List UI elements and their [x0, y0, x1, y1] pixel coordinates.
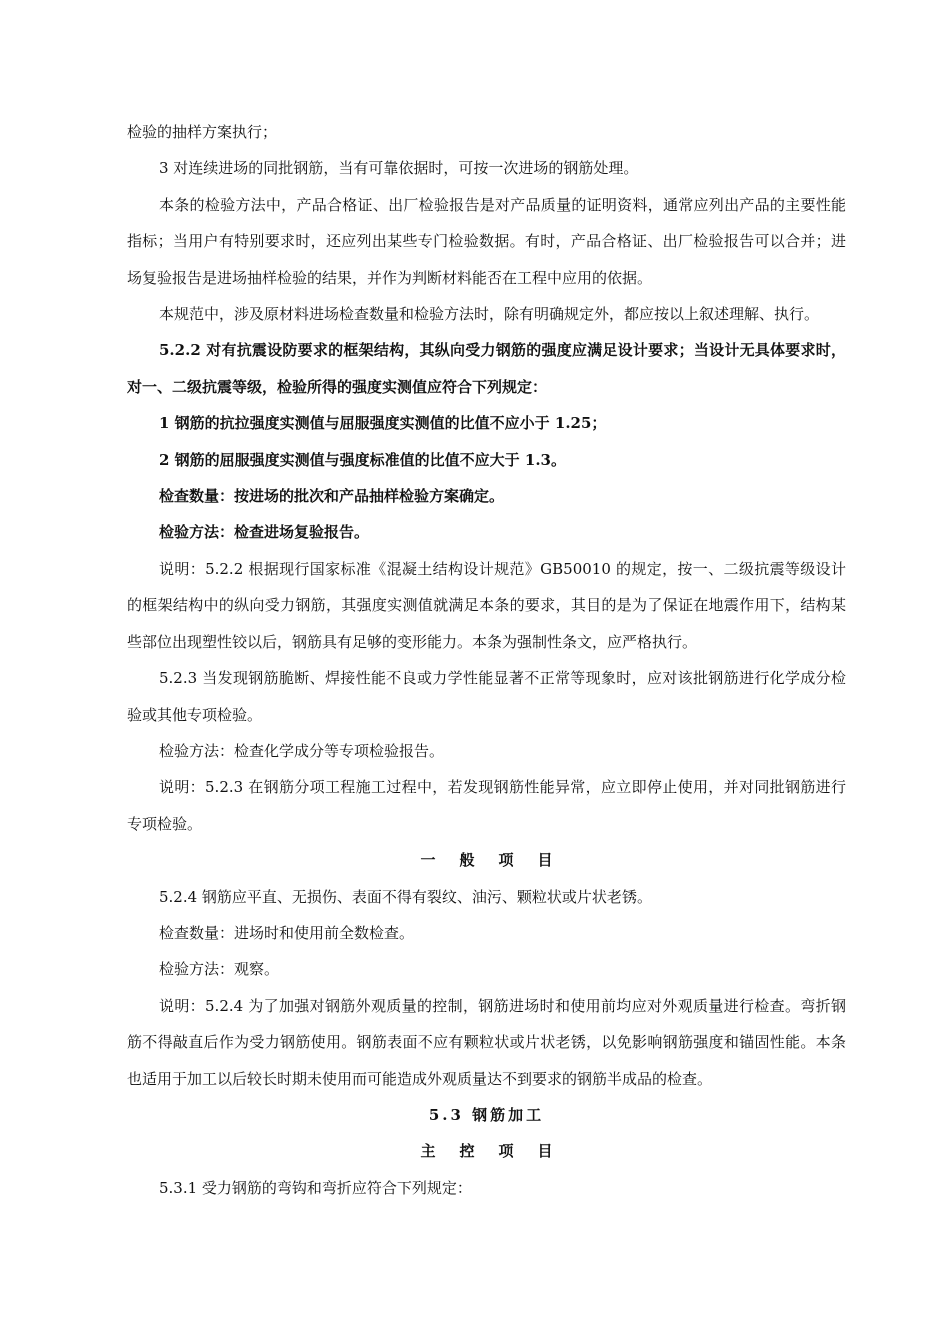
clause-item: 2 钢筋的屈服强度实测值与强度标准值的比值不应大于 1.3。 [159, 450, 566, 469]
clause-5-2-4: 5.2.4 钢筋应平直、无损伤、表面不得有裂纹、油污、颗粒状或片状老锈。 [159, 887, 652, 906]
clause-5-3-1: 5.3.1 受力钢筋的弯钩和弯折应符合下列规定： [159, 1178, 472, 1197]
explanation: 说明：5.2.2 根据现行国家标准《混凝土结构设计规范》GB50010 的规定，按一、二级抗震等级设计的框架结构中的纵向受力钢筋，其强度实测值就满足本条的要求，其目的是为了保证在地震作用下，结构某些部位出现塑性铰以后，钢筋具有足够的变形能力。本条为强制性条文，应严格执行。 [127, 559, 846, 651]
paragraph: 本规范中，涉及原材料进场检查数量和检验方法时，除有明确规定外，都应按以上叙述理解、执行。 [159, 305, 820, 324]
paragraph: 检验的抽样方案执行； [127, 123, 278, 141]
clause-item: 1 钢筋的抗拉强度实测值与屈服强度实测值的比值不应小于 1.25； [159, 414, 607, 433]
inspection-method: 检验方法：检查进场复验报告。 [159, 523, 370, 542]
section-title: 5.3 钢筋加工 [428, 1105, 545, 1124]
explanation: 说明：5.2.4 为了加强对钢筋外观质量的控制，钢筋进场时和使用前均应对外观质量进行检查。弯折钢筋不得敲直后作为受力钢筋使用。钢筋表面不应有颗粒状或片状老锈，以免影响钢筋强度和锚固性能。本条也适用于加工以后较长时期未使用而可能造成外观质量达不到要求的钢筋半成品的检查。 [127, 996, 846, 1088]
inspection-method: 检验方法：观察。 [159, 960, 280, 979]
section-heading: 主控项目 [420, 1142, 577, 1161]
clause-5-2-2: 5.2.2 对有抗震设防要求的框架结构，其纵向受力钢筋的强度应满足设计要求；当设计无具体要求时，对一、二级抗震等级，检验所得的强度实测值应符合下列规定： [127, 341, 846, 396]
section-heading: 一般项目 [420, 851, 577, 870]
inspection-quantity: 检查数量：进场时和使用前全数检查。 [159, 923, 415, 942]
inspection-method: 检验方法：检查化学成分等专项检验报告。 [159, 741, 445, 760]
paragraph: 本条的检验方法中，产品合格证、出厂检验报告是对产品质量的证明资料，通常应列出产品的主要性能指标；当用户有特别要求时，还应列出某些专门检验数据。有时，产品合格证、出厂检验报告可以合并；进场复验报告是进场抽样检验的结果，并作为判断材料能否在工程中应用的依据。 [127, 195, 846, 287]
inspection-quantity: 检查数量：按进场的批次和产品抽样检验方案确定。 [159, 487, 505, 506]
explanation: 说明：5.2.3 在钢筋分项工程施工过程中，若发现钢筋性能异常，应立即停止使用，并对同批钢筋进行专项检验。 [127, 778, 846, 833]
clause-5-2-3: 5.2.3 当发现钢筋脆断、焊接性能不良或力学性能显著不正常等现象时，应对该批钢筋进行化学成分检验或其他专项检验。 [127, 669, 846, 724]
paragraph: 3 对连续进场的同批钢筋，当有可靠依据时，可按一次进场的钢筋处理。 [159, 159, 639, 178]
